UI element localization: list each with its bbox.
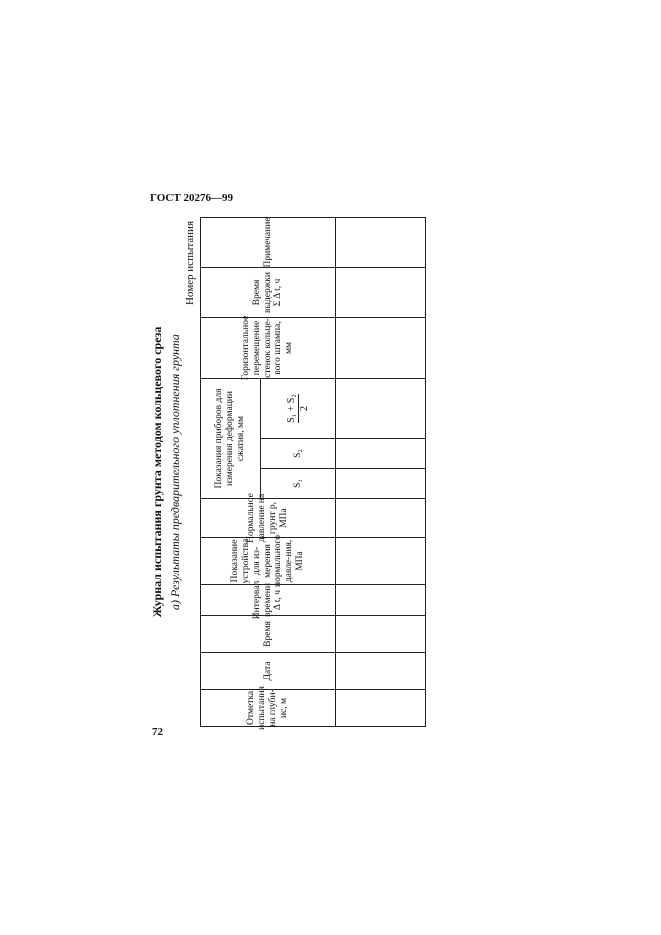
fraction-denominator: 2: [298, 406, 310, 411]
fraction-numerator: S₁ + S₂: [286, 394, 297, 423]
col-header-s2: S₂: [260, 438, 336, 469]
col-header-horizontal-displacement: Горизонтальное перемещение стенок кольце-вого штампа, мм: [200, 317, 336, 379]
data-cell-s1: [335, 468, 426, 499]
data-cell-horizontal-displacement: [335, 317, 426, 379]
col-header-s-average: [260, 378, 336, 439]
col-header-device-reading: Показание устройства для из-мерения нормального давле-ния, МПа: [200, 537, 336, 585]
col-header-date: Дата: [200, 652, 336, 690]
col-header-hold-time: Время выдержки Σ Δ t, ч: [200, 267, 336, 318]
data-cell-hold-time: [335, 267, 426, 318]
page-number: 72: [152, 726, 163, 738]
col-header-depth: Отметка испытания на глуби-ис, м: [200, 689, 336, 727]
data-cell-s-average: [335, 378, 426, 439]
data-cell-time: [335, 615, 426, 653]
section-title: а) Результаты предварительного уплотнения грунта: [168, 334, 182, 610]
col-header-note: Примечание: [200, 217, 336, 268]
data-cell-depth: [335, 689, 426, 727]
data-cell-interval: [335, 584, 426, 616]
data-cell-date: [335, 652, 426, 690]
rotated-form: [148, 217, 418, 730]
s-average-fraction: [286, 394, 310, 423]
test-number-label: Номер испытания: [184, 221, 196, 306]
data-cell-note: [335, 217, 426, 268]
col-header-deformation-group: Показания приборов для измерения деформации сжатия, мм: [200, 378, 261, 499]
col-header-normal-pressure: Нормальное давление на грунт p, МПа: [200, 498, 336, 538]
results-table: [200, 217, 426, 730]
data-cell-device-reading: [335, 537, 426, 585]
col-header-s1: S₁: [260, 468, 336, 499]
col-header-interval: Интервал времени Δ t, ч: [200, 584, 336, 616]
col-header-time: Время: [200, 615, 336, 653]
document-code: ГОСТ 20276—99: [150, 192, 233, 204]
data-cell-s2: [335, 438, 426, 469]
journal-title: Журнал испытания грунта методом кольцевого среза: [150, 326, 164, 618]
rotated-form-content: [148, 217, 418, 730]
data-cell-normal-pressure: [335, 498, 426, 538]
